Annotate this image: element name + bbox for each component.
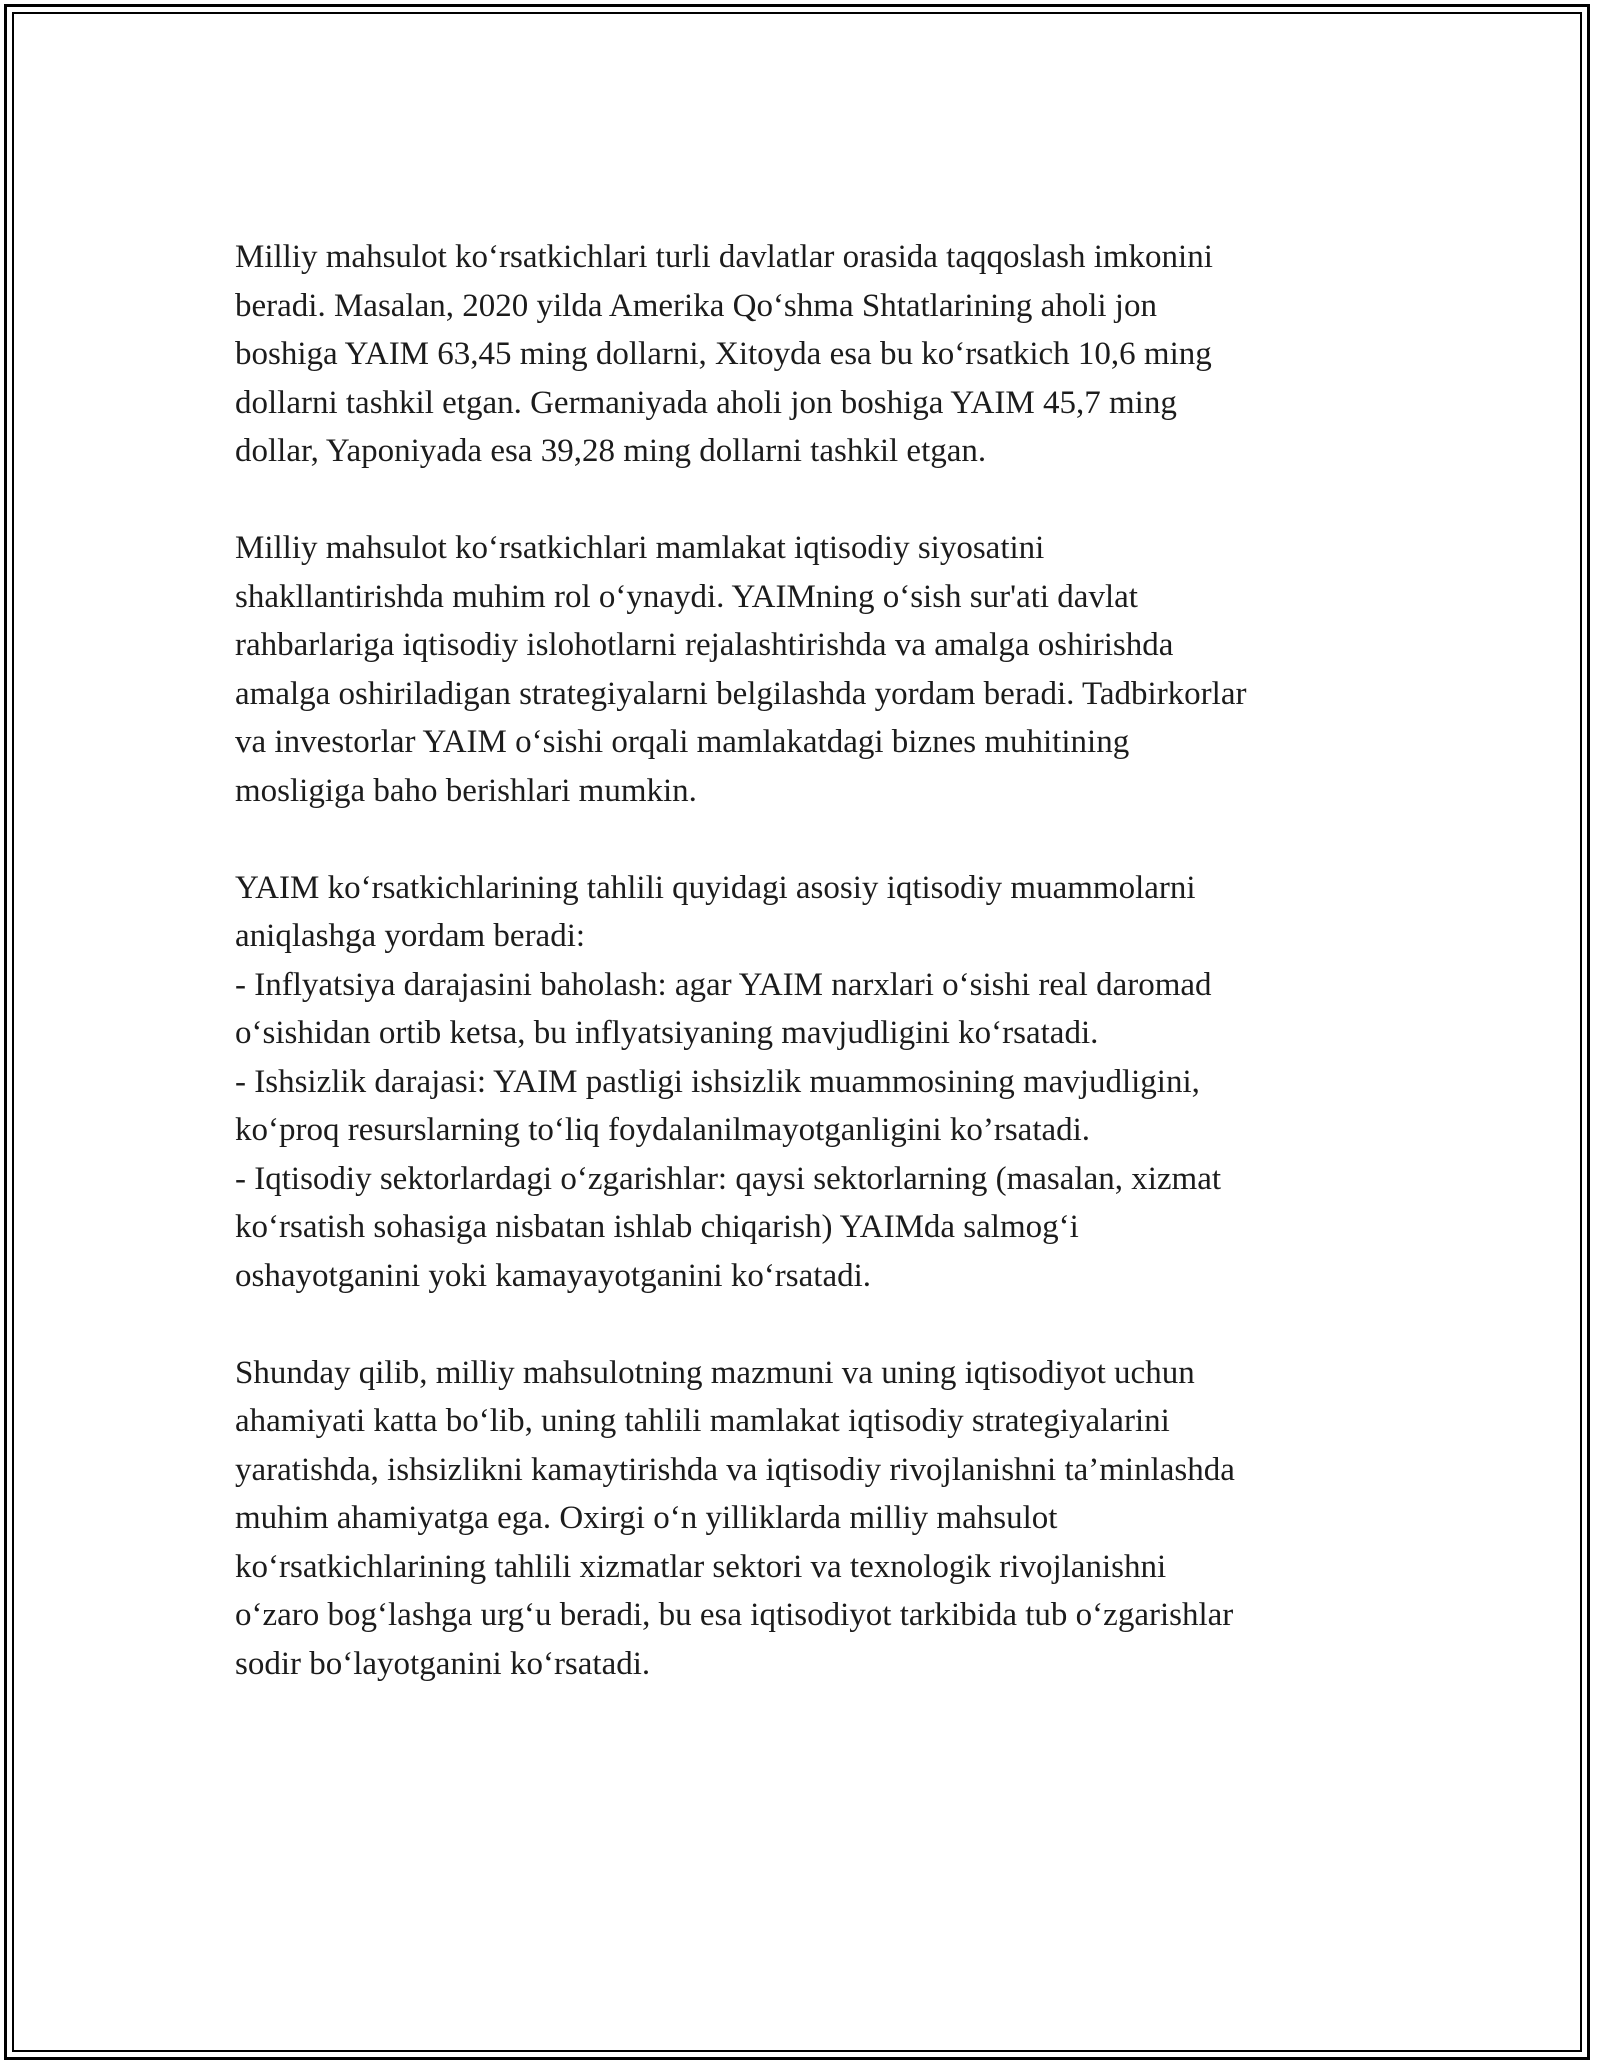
- paragraph-gdp-analysis-problems: [235, 864, 1375, 1301]
- text-line: ko‘rsatish sohasiga nisbatan ishlab chiqarish) YAIMda salmog‘i: [235, 1209, 1079, 1245]
- text-line: muhim ahamiyatga ega. Oxirgi o‘n yilliklarda milliy mahsulot: [235, 1500, 1058, 1536]
- list-item-line: - Inflyatsiya darajasini baholash: agar YAIM narxlari o‘sishi real daromad: [235, 966, 1212, 1003]
- paragraph-economic-policy: [235, 524, 1375, 815]
- text-line: rahbarlariga iqtisodiy islohotlarni rejalashtirishda va amalga oshirishda: [235, 627, 1174, 663]
- text-line: Milliy mahsulot ko‘rsatkichlari turli davlatlar orasida taqqoslash imkonini: [235, 239, 1213, 275]
- list-item-line: - Ishsizlik darajasi: YAIM pastligi ishsizlik muammosining mavjudligini,: [235, 1063, 1200, 1100]
- text-line: o‘zaro bog‘lashga urg‘u beradi, bu esa iqtisodiyot tarkibida tub o‘zgarishlar: [235, 1597, 1234, 1633]
- text-line: mosligiga baho berishlari mumkin.: [235, 772, 697, 809]
- text-line: dollar, Yaponiyada esa 39,28 ming dollarni tashkil etgan.: [235, 433, 987, 469]
- text-line: ko‘proq resurslarning to‘liq foydalanilmayotganligini ko’rsatadi.: [235, 1112, 1091, 1148]
- paragraph-conclusion: [235, 1349, 1375, 1689]
- document-body: [235, 233, 1375, 1688]
- paragraph-gdp-comparison: [235, 233, 1375, 476]
- text-line: Shunday qilib, milliy mahsulotning mazmuni va uning iqtisodiyot uchun: [235, 1354, 1195, 1391]
- text-line: va investorlar YAIM o‘sishi orqali mamlakatdagi biznes muhitining: [235, 724, 1130, 760]
- text-line: yaratishda, ishsizlikni kamaytirishda va iqtisodiy rivojlanishni ta’minlashda: [235, 1451, 1235, 1488]
- text-line: beradi. Masalan, 2020 yilda Amerika Qo‘shma Shtatlarining aholi jon: [235, 287, 1157, 324]
- text-line: sodir bo‘layotganini ko‘rsatadi.: [235, 1645, 651, 1682]
- text-line: ko‘rsatkichlarining tahlili xizmatlar sektori va texnologik rivojlanishni: [235, 1548, 1167, 1585]
- text-line: shakllantirishda muhim rol o‘ynaydi. YAIMning o‘sish sur'ati davlat: [235, 578, 1138, 615]
- text-line: oshayotganini yoki kamayayotganini ko‘rsatadi.: [235, 1257, 872, 1294]
- text-line: aniqlashga yordam beradi:: [235, 918, 586, 954]
- text-line: dollarni tashkil etgan. Germaniyada aholi jon boshiga YAIM 45,7 ming: [235, 384, 1177, 421]
- text-line: amalga oshiriladigan strategiyalarni belgilashda yordam beradi. Tadbirkorlar: [235, 675, 1247, 712]
- text-line: boshiga YAIM 63,45 ming dollarni, Xitoyda esa bu ko‘rsatkich 10,6 ming: [235, 336, 1212, 372]
- text-line: Milliy mahsulot ko‘rsatkichlari mamlakat iqtisodiy siyosatini: [235, 530, 1045, 566]
- text-line: YAIM ko‘rsatkichlarining tahlili quyidagi asosiy iqtisodiy muammolarni: [235, 869, 1196, 906]
- text-line: ahamiyati katta bo‘lib, uning tahlili mamlakat iqtisodiy strategiyalarini: [235, 1403, 1170, 1439]
- text-line: o‘sishidan ortib ketsa, bu inflyatsiyaning mavjudligini ko‘rsatadi.: [235, 1015, 1099, 1051]
- list-item-line: - Iqtisodiy sektorlardagi o‘zgarishlar: qaysi sektorlarning (masalan, xizmat: [235, 1160, 1222, 1197]
